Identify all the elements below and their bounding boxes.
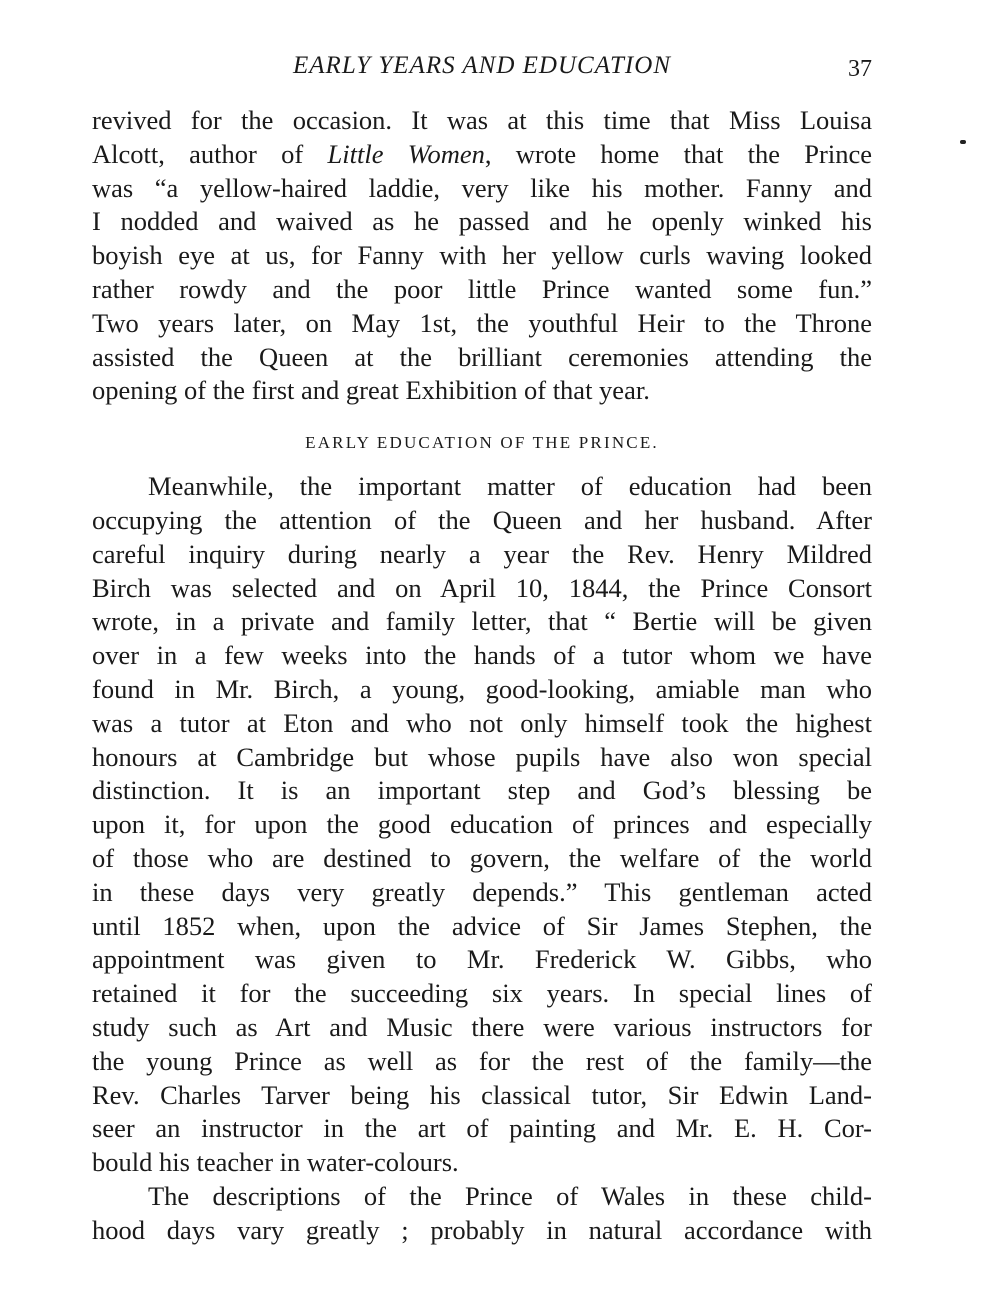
text-line: hood days vary greatly ; probably in natural accordance with: [92, 1214, 872, 1245]
text-line: occupying the attention of the Queen and her husband. After: [92, 504, 872, 535]
text-fragment: , wrote home that the Prince: [484, 138, 872, 169]
text-line: Meanwhile, the important matter of education had been: [148, 471, 872, 502]
page-number: 37: [848, 56, 872, 82]
text-line: the young Prince as well as for the rest of the family—the: [92, 1045, 872, 1076]
text-line: in these days very greatly depends.” This gentleman acted: [92, 876, 872, 907]
text-line: revived for the occasion. It was at this time that Miss Louisa: [92, 105, 872, 135]
text-line: honours at Cambridge but whose pupils have also won special: [92, 741, 872, 772]
stray-ink-mark: [960, 140, 966, 144]
text-line: was “a yellow-haired laddie, very like his mother. Fanny and: [92, 172, 872, 203]
text-line: appointment was given to Mr. Frederick W. Gibbs, who: [92, 944, 872, 975]
paragraph-continuation: [92, 104, 872, 408]
text-line: careful inquiry during nearly a year the Rev. Henry Mildred: [92, 538, 872, 569]
text-line: was a tutor at Eton and who not only himself took the highest: [92, 707, 872, 738]
text-line: opening of the first and great Exhibition of that year.: [92, 375, 650, 406]
text-fragment: Alcott, author of: [92, 138, 328, 169]
text-line: Two years later, on May 1st, the youthful Heir to the Throne: [92, 307, 872, 338]
text-line: assisted the Queen at the brilliant ceremonies attending the: [92, 341, 872, 372]
book-title: Little Women: [327, 138, 485, 169]
paragraph-education: [92, 470, 872, 1180]
text-line: over in a few weeks into the hands of a tutor whom we have: [92, 640, 872, 671]
text-line: study such as Art and Music there were various instructors for: [92, 1011, 872, 1042]
text-line: of those who are destined to govern, the welfare of the world: [92, 842, 872, 873]
text-line: rather rowdy and the poor little Prince wanted some fun.”: [92, 273, 872, 304]
text-line: wrote, in a private and family letter, that “ Bertie will be given: [92, 606, 872, 637]
text-line: until 1852 when, upon the advice of Sir James Stephen, the: [92, 910, 872, 941]
section-heading: EARLY EDUCATION OF THE PRINCE.: [305, 433, 659, 453]
running-title: EARLY YEARS AND EDUCATION: [293, 52, 671, 79]
text-line: upon it, for upon the good education of princes and especially: [92, 809, 872, 840]
text-line: [92, 138, 872, 172]
text-line: distinction. It is an important step and God’s blessing be: [92, 775, 872, 806]
text-line: found in Mr. Birch, a young, good-looking, amiable man who: [92, 673, 872, 704]
text-line: Rev. Charles Tarver being his classical tutor, Sir Edwin Land-: [92, 1079, 872, 1110]
running-head: [92, 50, 872, 90]
text-line: retained it for the succeeding six years. In special lines of: [92, 978, 872, 1009]
body-text: [92, 104, 872, 1248]
text-line: bould his teacher in water-colours.: [92, 1147, 459, 1178]
text-line: boyish eye at us, for Fanny with her yellow curls waving looked: [92, 240, 872, 271]
text-line: Birch was selected and on April 10, 1844, the Prince Consort: [92, 572, 872, 603]
text-line: seer an instructor in the art of painting and Mr. E. H. Cor-: [92, 1113, 872, 1144]
paragraph-descriptions: [92, 1180, 872, 1248]
text-line: The descriptions of the Prince of Wales in these child-: [148, 1180, 872, 1211]
text-line: I nodded and waived as he passed and he openly winked his: [92, 206, 872, 237]
